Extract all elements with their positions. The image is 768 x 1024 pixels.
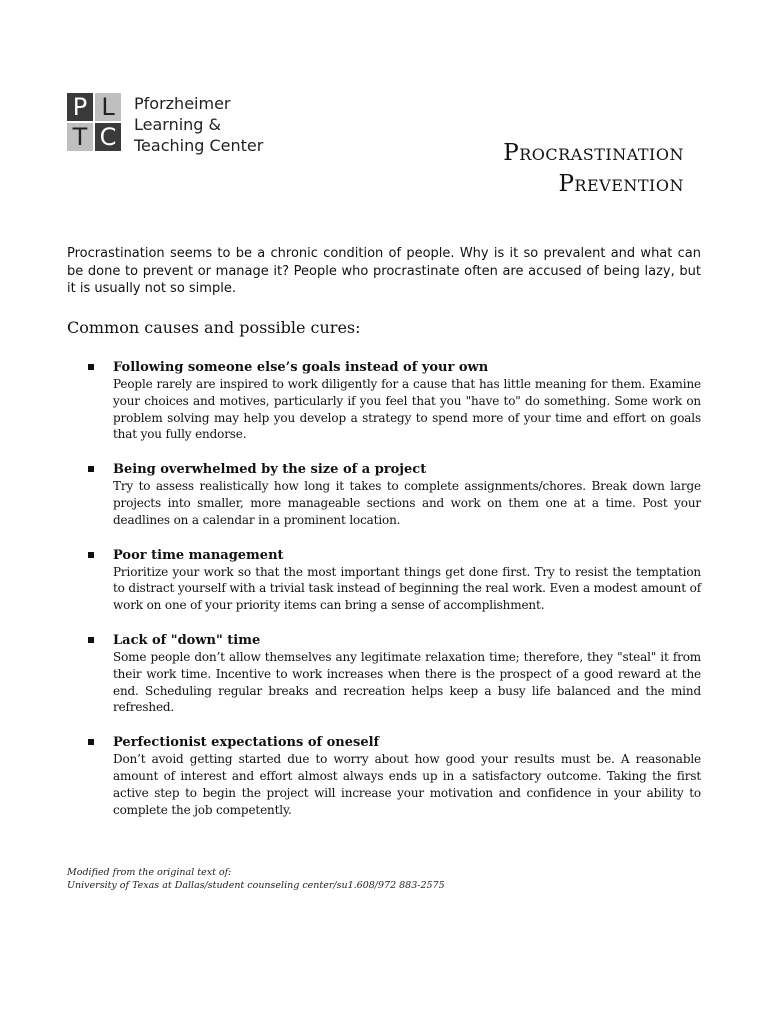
cause-title: Following someone else’s goals instead of your own bbox=[113, 360, 489, 375]
bullet-icon bbox=[88, 466, 94, 472]
cause-title: Being overwhelmed by the size of a project bbox=[113, 462, 427, 478]
logo-name-line: Learning & bbox=[134, 115, 222, 134]
list-item bbox=[88, 461, 701, 528]
cause-description: Don’t avoid getting started due to worry about how good your results must be. A reasonable amount of interest and effort almost always ends up in a satisfactory outcome. Taking the first active step to begin the project will increase your motivation and confidence in your ability to complete the job competently. bbox=[113, 752, 701, 817]
logo-letter-l: L bbox=[95, 93, 121, 121]
document-title bbox=[503, 138, 684, 200]
list-item bbox=[88, 632, 701, 716]
logo-name-line: Teaching Center bbox=[134, 136, 264, 155]
list-item bbox=[88, 359, 701, 443]
cause-description: Try to assess realistically how long it takes to complete assignments/chores. Break down large projects into smaller, more manageable sections and work on them one at a time. Post your deadlines on a calendar in a prominent location. bbox=[113, 479, 701, 527]
cause-title: Perfectionist expectations of oneself bbox=[113, 735, 380, 751]
cause-title: Poor time management bbox=[113, 547, 284, 563]
title-line-2: Prevention bbox=[558, 171, 684, 197]
logo-letter-p: P bbox=[67, 93, 93, 121]
intro-paragraph: Procrastination seems to be a chronic condition of people. Why is it so prevalent and what can be done to prevent or manage it? People who procrastinate often are accused of being lazy, but it is usually not so simple. bbox=[67, 246, 701, 296]
title-line-1: Procrastination bbox=[503, 140, 684, 166]
attribution-line-2: University of Texas at Dallas/student counseling center/su1.608/972 883-2575 bbox=[67, 880, 445, 891]
attribution-line-1: Modified from the original text of: bbox=[67, 867, 232, 878]
list-item bbox=[88, 734, 701, 818]
cause-description: People rarely are inspired to work diligently for a cause that has little meaning for them. Examine your choices and motives, particularly if you feel that you "have to" do something. Some work on problem solving may help you develop a strategy to spend more of your time and effort on goals that you fully endorse. bbox=[113, 377, 701, 442]
list-item bbox=[88, 547, 701, 614]
source-attribution bbox=[67, 866, 445, 892]
logo-letter-t: T bbox=[67, 123, 93, 151]
logo-mark bbox=[67, 93, 121, 151]
causes-list bbox=[88, 359, 701, 836]
cause-description: Prioritize your work so that the most important things get done first. Try to resist the temptation to distract yourself with a trivial task instead of beginning the real work. Even a modest amount of work on one of your priority items can bring a sense of accomplishment. bbox=[113, 564, 701, 613]
logo-wordmark bbox=[134, 93, 263, 156]
bullet-icon bbox=[88, 364, 94, 370]
bullet-icon bbox=[88, 637, 94, 643]
cause-description: Some people don’t allow themselves any legitimate relaxation time; therefore, they "steal" it from their work time. Incentive to work increases when there is the prospect of a good reward at the end. Scheduling regular breaks and recreation helps keep a busy life balanced and the mind refreshed. bbox=[113, 649, 701, 715]
logo-name-line: Pforzheimer bbox=[134, 94, 231, 113]
bullet-icon bbox=[88, 552, 94, 558]
bullet-icon bbox=[88, 739, 94, 745]
pltc-logo bbox=[67, 93, 263, 156]
section-heading: Common causes and possible cures: bbox=[67, 318, 361, 337]
cause-title: Lack of "down" time bbox=[113, 632, 261, 648]
logo-letter-c: C bbox=[95, 123, 121, 151]
